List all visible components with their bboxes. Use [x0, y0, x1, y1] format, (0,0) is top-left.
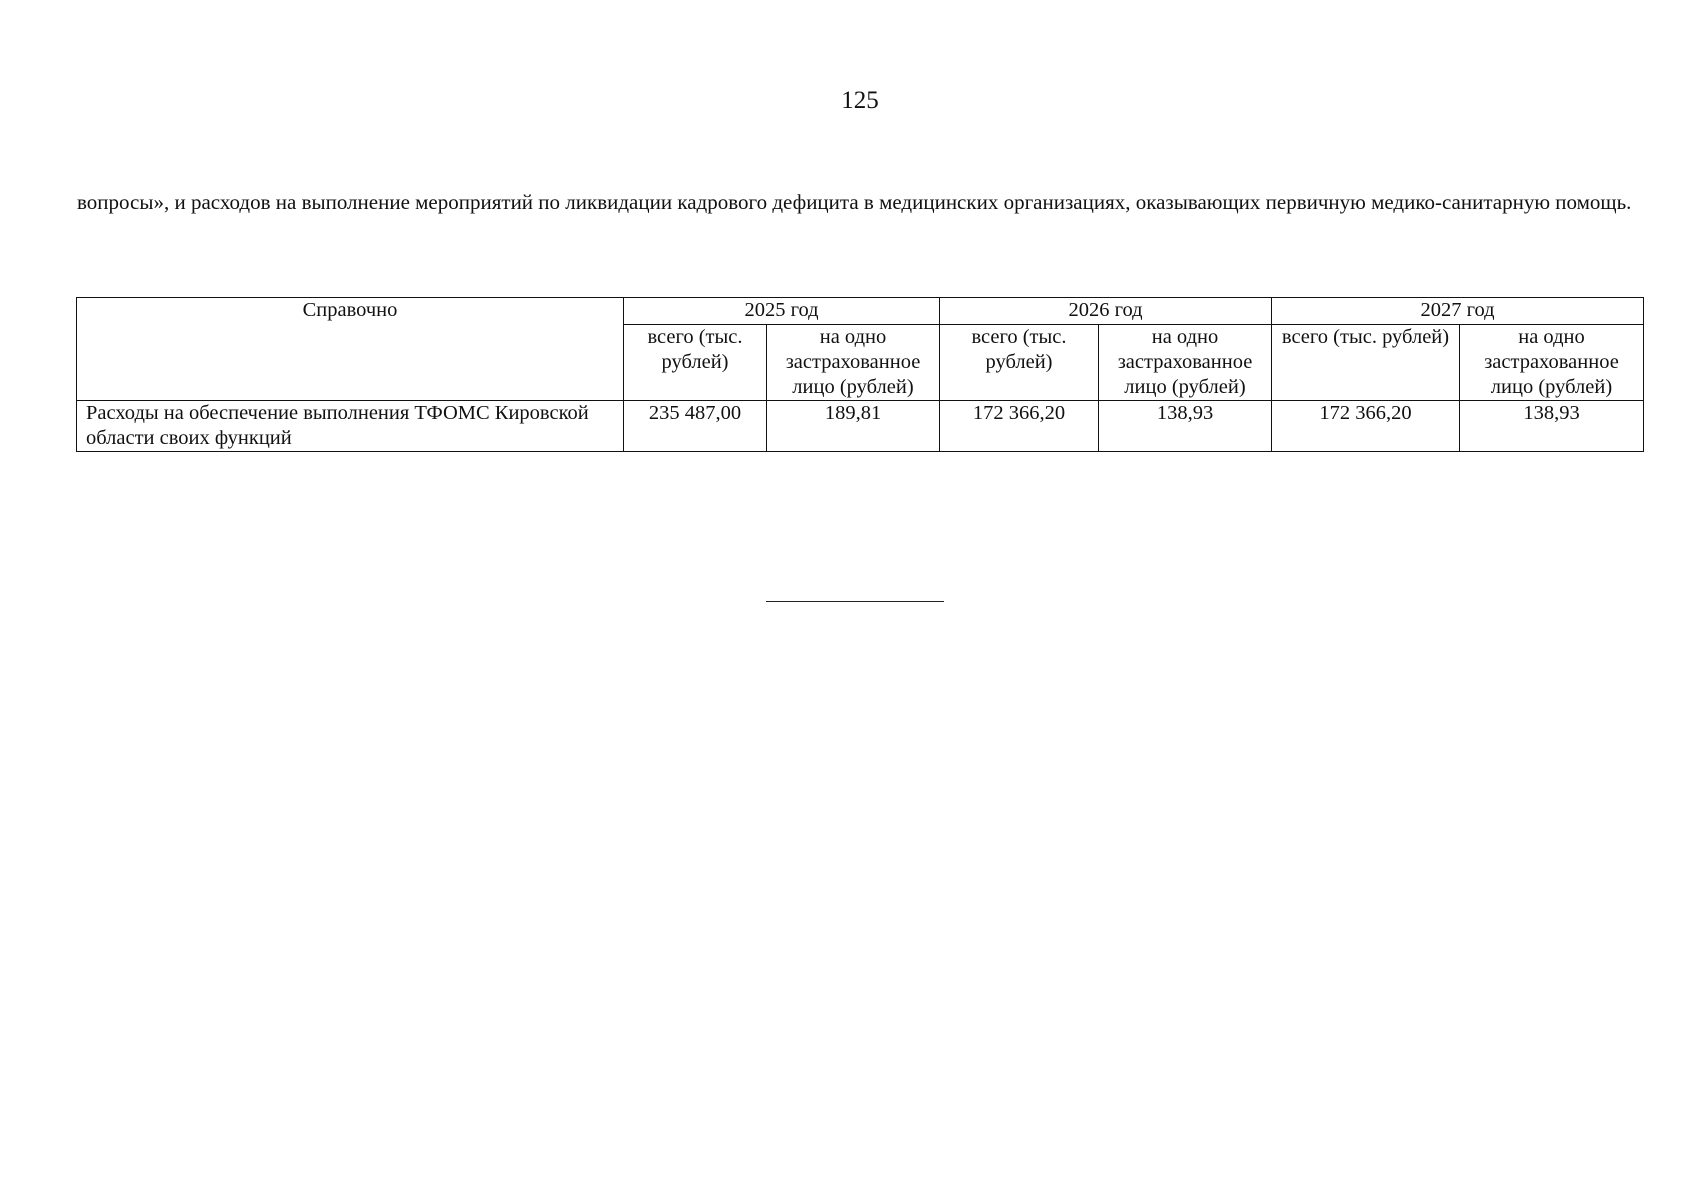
value-2027-per-person: 138,93: [1460, 401, 1644, 452]
year-header-2027: 2027 год: [1272, 298, 1644, 325]
table-row: [77, 401, 1644, 452]
subheader-2026-per-person: на одно застрахованное лицо (рублей): [1099, 325, 1272, 401]
body-paragraph: вопросы», и расходов на выполнение мероприятий по ликвидации кадрового дефицита в медицинских организациях, оказывающих первичную медико-санитарную помощь.: [77, 190, 1632, 214]
value-2026-per-person: 138,93: [1099, 401, 1272, 452]
page-number: 125: [841, 87, 879, 114]
value-2025-per-person: 189,81: [767, 401, 940, 452]
row-label: Расходы на обеспечение выполнения ТФОМС Кировской области своих функций: [77, 401, 624, 452]
subheader-2027-per-person: на одно застрахованное лицо (рублей): [1460, 325, 1644, 401]
value-2026-total: 172 366,20: [940, 401, 1099, 452]
reference-table: [76, 297, 1644, 452]
year-header-2025: 2025 год: [624, 298, 940, 325]
table-year-header-row: [77, 298, 1644, 325]
subheader-2025-total: всего (тыс. рублей): [624, 325, 767, 401]
subheader-2027-total: всего (тыс. рублей): [1272, 325, 1460, 401]
end-divider-line: [766, 601, 944, 602]
value-2025-total: 235 487,00: [624, 401, 767, 452]
year-header-2026: 2026 год: [940, 298, 1272, 325]
value-2027-total: 172 366,20: [1272, 401, 1460, 452]
subheader-2025-per-person: на одно застрахованное лицо (рублей): [767, 325, 940, 401]
table-corner-header: Справочно: [77, 298, 624, 401]
subheader-2026-total: всего (тыс. рублей): [940, 325, 1099, 401]
